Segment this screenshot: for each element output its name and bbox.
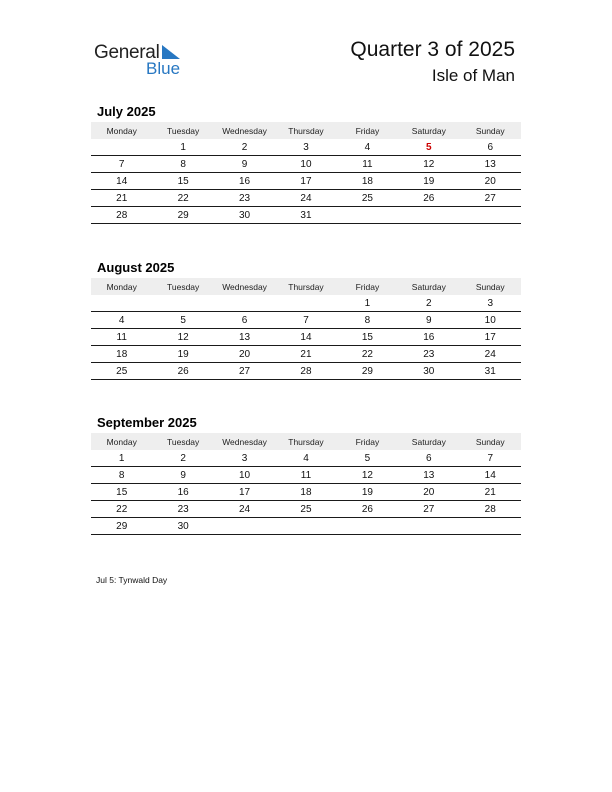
month-block-july [91, 104, 521, 224]
day-cell: 8 [180, 158, 186, 170]
day-cell: 29 [116, 520, 128, 532]
weekday-header: Sunday [475, 125, 505, 136]
day-cell: 13 [423, 469, 435, 481]
day-cell: 25 [116, 365, 128, 377]
weekday-header: Wednesday [222, 281, 267, 292]
day-cell: 16 [238, 175, 251, 187]
day-cell: 8 [364, 314, 371, 326]
day-cell: 15 [116, 486, 128, 498]
weekday-header-row [91, 433, 521, 450]
day-cell: 4 [303, 452, 309, 464]
brand-word-blue: Blue [146, 59, 181, 78]
day-cell: 22 [116, 503, 128, 515]
day-cell: 11 [362, 158, 373, 170]
weekday-header: Monday [106, 125, 137, 136]
day-cell: 16 [423, 331, 435, 343]
day-cell: 20 [423, 486, 435, 498]
month-block-september [91, 415, 521, 535]
day-cell: 24 [300, 192, 312, 204]
day-cell: 21 [484, 486, 496, 498]
day-cell: 13 [484, 158, 496, 170]
day-cell: 14 [484, 469, 496, 481]
weekday-header: Tuesday [166, 436, 200, 447]
day-cell: 14 [116, 175, 128, 187]
day-cell: 2 [426, 297, 432, 309]
day-cell: 6 [426, 452, 432, 464]
day-cell: 31 [300, 209, 312, 221]
day-cell: 26 [423, 192, 435, 204]
day-cell: 3 [303, 141, 309, 153]
week-row [91, 156, 521, 173]
brand-triangle-icon [160, 44, 182, 60]
day-cell: 28 [484, 503, 496, 515]
day-cell: 6 [241, 314, 248, 326]
day-cell: 20 [484, 175, 496, 187]
month-block-august [91, 260, 521, 380]
brand-word-general: General [94, 42, 160, 63]
weekday-header: Wednesday [222, 125, 267, 136]
week-row [91, 450, 521, 467]
brand-logo [94, 42, 194, 82]
day-cell: 19 [423, 175, 435, 187]
day-cell: 9 [426, 314, 432, 326]
day-cell: 10 [484, 314, 496, 326]
day-cell: 7 [487, 452, 494, 464]
weekday-header: Sunday [475, 436, 505, 447]
day-cell: 12 [177, 331, 189, 343]
weekday-header: Tuesday [166, 125, 200, 136]
day-cell: 15 [177, 175, 189, 187]
day-cell: 17 [300, 175, 312, 187]
weekday-header: Tuesday [166, 281, 200, 292]
day-cell: 16 [177, 486, 189, 498]
day-cell: 29 [177, 209, 189, 221]
holiday-notes [96, 575, 167, 585]
weekday-header: Thursday [288, 125, 324, 136]
day-cell: 23 [238, 192, 251, 204]
day-cell: 1 [364, 297, 371, 309]
day-cell: 27 [238, 365, 251, 377]
day-cell: 31 [484, 365, 496, 377]
day-cell: 27 [484, 192, 496, 204]
weekday-header: Friday [355, 281, 380, 292]
day-cell: 10 [300, 158, 312, 170]
month-title: August 2025 [97, 260, 175, 275]
day-cell: 17 [484, 331, 496, 343]
day-cell: 11 [300, 469, 312, 481]
holiday-note: Jul 5: Tynwald Day [96, 575, 168, 585]
day-cell: 14 [300, 331, 312, 343]
day-cell: 1 [118, 452, 125, 464]
day-cell: 26 [361, 503, 373, 515]
weekday-header: Saturday [411, 436, 446, 447]
day-cell: 25 [300, 503, 312, 515]
week-row [91, 467, 521, 484]
week-row [91, 312, 521, 329]
day-cell: 26 [177, 365, 189, 377]
page-subtitle: Isle of Man [431, 66, 515, 85]
weekday-header: Friday [355, 125, 380, 136]
day-cell: 18 [116, 348, 128, 360]
day-cell: 28 [300, 365, 312, 377]
month-title: September 2025 [97, 415, 197, 430]
day-cell: 12 [361, 469, 373, 481]
day-cell: 22 [361, 348, 373, 360]
day-cell: 12 [423, 158, 435, 170]
week-row [91, 346, 521, 363]
day-cell: 4 [118, 314, 125, 326]
day-cell: 15 [361, 331, 373, 343]
day-cell: 5 [180, 314, 186, 326]
day-cell: 18 [300, 486, 312, 498]
day-cell: 29 [361, 365, 373, 377]
weekday-header: Thursday [288, 436, 324, 447]
weekday-header: Thursday [288, 281, 324, 292]
day-cell: 30 [238, 209, 251, 221]
month-title: July 2025 [97, 104, 156, 119]
day-cell: 30 [423, 365, 435, 377]
weekday-header: Monday [106, 436, 137, 447]
week-row [91, 329, 521, 346]
day-cell: 9 [241, 158, 248, 170]
day-cell: 19 [361, 486, 373, 498]
week-row [91, 501, 521, 518]
weekday-header: Saturday [411, 125, 446, 136]
day-cell: 24 [484, 348, 496, 360]
day-cell: 28 [116, 209, 128, 221]
day-cell: 23 [423, 348, 435, 360]
week-row [91, 484, 521, 501]
day-cell: 27 [423, 503, 435, 515]
day-cell: 20 [238, 348, 251, 360]
day-cell: 24 [238, 503, 251, 515]
day-cell: 7 [303, 314, 309, 326]
week-row [91, 295, 521, 312]
weekday-header: Monday [106, 281, 137, 292]
day-cell: 21 [300, 348, 312, 360]
day-cell: 21 [116, 192, 128, 204]
day-cell: 13 [238, 331, 251, 343]
page-title: Quarter 3 of 2025 [350, 38, 515, 61]
weekday-header-row [91, 122, 521, 139]
day-cell: 2 [241, 141, 248, 153]
day-cell: 10 [238, 469, 251, 481]
weekday-header-row [91, 278, 521, 295]
day-cell: 30 [177, 520, 189, 532]
weekday-header: Sunday [475, 281, 505, 292]
day-cell: 17 [238, 486, 251, 498]
week-row [91, 518, 521, 535]
day-cell: 19 [177, 348, 189, 360]
day-cell: 6 [487, 141, 494, 153]
day-cell: 4 [364, 141, 371, 153]
day-cell: 23 [177, 503, 189, 515]
day-cell: 8 [118, 469, 125, 481]
day-cell: 11 [116, 331, 127, 343]
weekday-header: Saturday [411, 281, 446, 292]
day-cell: 22 [177, 192, 189, 204]
week-row [91, 363, 521, 380]
day-cell: 1 [180, 141, 186, 153]
day-cell: 2 [180, 452, 186, 464]
day-cell: 7 [118, 158, 125, 170]
day-cell: 18 [361, 175, 373, 187]
day-cell: 3 [241, 452, 248, 464]
week-row [91, 190, 521, 207]
day-cell: 9 [180, 469, 186, 481]
week-row [91, 173, 521, 190]
day-cell: 25 [361, 192, 373, 204]
week-row [91, 139, 521, 156]
day-cell: 5 [364, 452, 371, 464]
weekday-header: Wednesday [222, 436, 267, 447]
week-row [91, 207, 521, 224]
day-cell: 3 [487, 297, 494, 309]
weekday-header: Friday [355, 436, 380, 447]
day-cell-holiday: 5 [426, 141, 432, 153]
